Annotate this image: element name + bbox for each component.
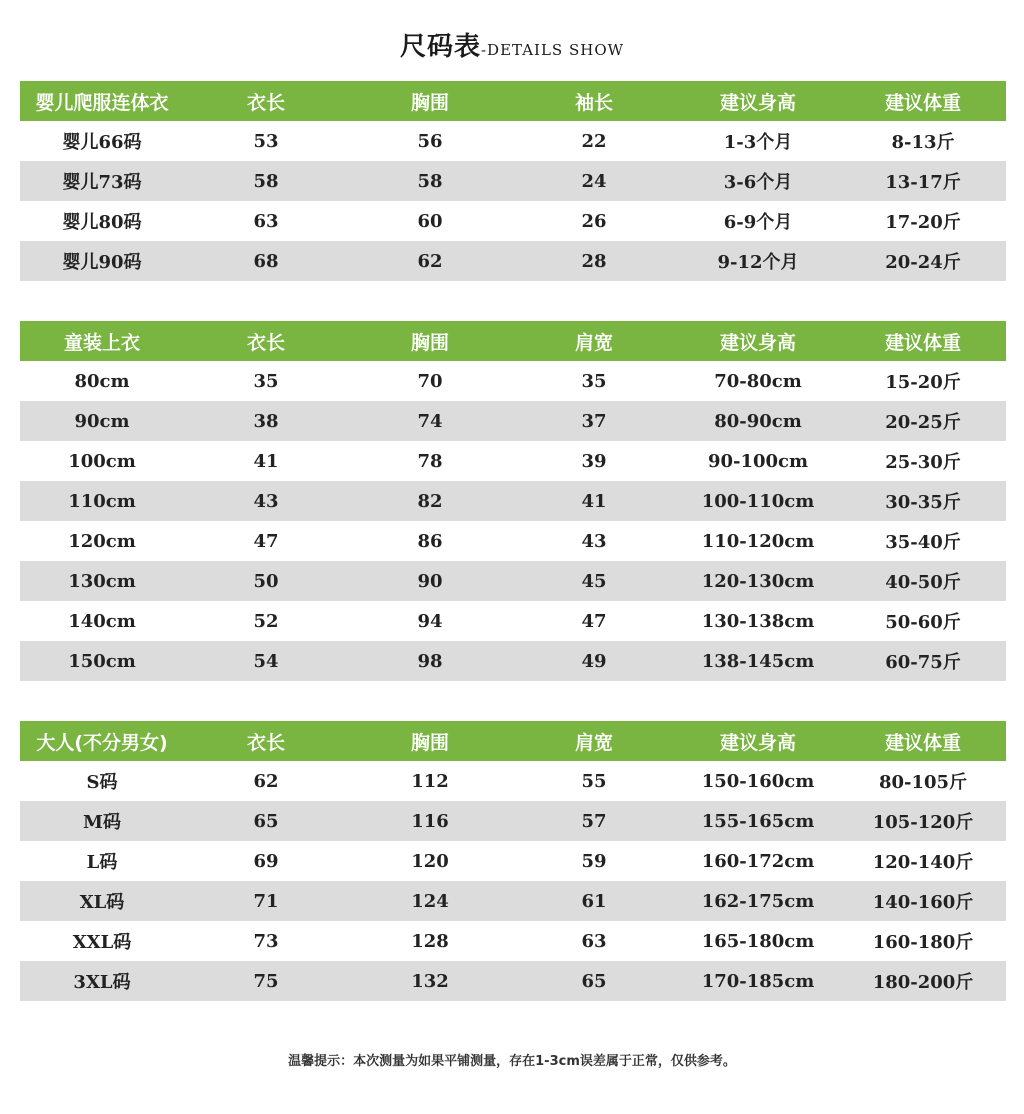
cell-weight: 25-30斤 xyxy=(840,441,1006,481)
cell-height: 150-160cm xyxy=(676,761,840,801)
cell-chest: 82 xyxy=(348,481,512,521)
cell-length: 50 xyxy=(184,561,348,601)
cell-chest: 124 xyxy=(348,881,512,921)
cell-sleeve-or-shoulder: 45 xyxy=(512,561,676,601)
table-row xyxy=(20,561,1006,601)
cell-height: 120-130cm xyxy=(676,561,840,601)
title-main: 尺码表 xyxy=(399,32,481,62)
table-row xyxy=(20,361,1006,401)
cell-chest: 98 xyxy=(348,641,512,681)
column-header-size: 童装上衣 xyxy=(20,321,184,361)
table-row xyxy=(20,761,1006,801)
column-header-length: 衣长 xyxy=(184,321,348,361)
column-header-sleeve-or-shoulder: 肩宽 xyxy=(512,321,676,361)
table-row xyxy=(20,961,1006,1001)
cell-length: 58 xyxy=(184,161,348,201)
column-header-chest: 胸围 xyxy=(348,81,512,121)
cell-size: 90cm xyxy=(20,401,184,441)
cell-sleeve-or-shoulder: 55 xyxy=(512,761,676,801)
column-header-size: 大人(不分男女) xyxy=(20,721,184,761)
cell-sleeve-or-shoulder: 59 xyxy=(512,841,676,881)
cell-sleeve-or-shoulder: 26 xyxy=(512,201,676,241)
cell-sleeve-or-shoulder: 43 xyxy=(512,521,676,561)
cell-size: 110cm xyxy=(20,481,184,521)
title-subtitle: -DETAILS SHOW xyxy=(480,41,625,59)
cell-chest: 78 xyxy=(348,441,512,481)
cell-height: 165-180cm xyxy=(676,921,840,961)
table-row xyxy=(20,881,1006,921)
cell-height: 110-120cm xyxy=(676,521,840,561)
cell-weight: 8-13斤 xyxy=(840,121,1006,161)
cell-weight: 20-25斤 xyxy=(840,401,1006,441)
cell-weight: 20-24斤 xyxy=(840,241,1006,281)
cell-length: 54 xyxy=(184,641,348,681)
cell-size: 婴儿90码 xyxy=(20,241,184,281)
cell-height: 162-175cm xyxy=(676,881,840,921)
table-header-row xyxy=(20,81,1006,121)
column-header-height: 建议身高 xyxy=(676,81,840,121)
cell-chest: 70 xyxy=(348,361,512,401)
baby-romper-size-table xyxy=(20,81,1006,281)
cell-sleeve-or-shoulder: 65 xyxy=(512,961,676,1001)
cell-weight: 17-20斤 xyxy=(840,201,1006,241)
cell-sleeve-or-shoulder: 24 xyxy=(512,161,676,201)
cell-chest: 74 xyxy=(348,401,512,441)
page-title xyxy=(0,26,1024,63)
table-row xyxy=(20,121,1006,161)
cell-length: 69 xyxy=(184,841,348,881)
cell-height: 130-138cm xyxy=(676,601,840,641)
cell-length: 53 xyxy=(184,121,348,161)
cell-height: 170-185cm xyxy=(676,961,840,1001)
column-header-height: 建议身高 xyxy=(676,721,840,761)
column-header-weight: 建议体重 xyxy=(840,321,1006,361)
cell-sleeve-or-shoulder: 37 xyxy=(512,401,676,441)
cell-weight: 35-40斤 xyxy=(840,521,1006,561)
cell-weight: 120-140斤 xyxy=(840,841,1006,881)
cell-length: 63 xyxy=(184,201,348,241)
cell-size: 3XL码 xyxy=(20,961,184,1001)
column-header-weight: 建议体重 xyxy=(840,721,1006,761)
cell-weight: 60-75斤 xyxy=(840,641,1006,681)
cell-sleeve-or-shoulder: 47 xyxy=(512,601,676,641)
cell-length: 71 xyxy=(184,881,348,921)
cell-size: 婴儿66码 xyxy=(20,121,184,161)
table-header-row xyxy=(20,721,1006,761)
cell-length: 75 xyxy=(184,961,348,1001)
table-row xyxy=(20,161,1006,201)
cell-size: 100cm xyxy=(20,441,184,481)
cell-chest: 58 xyxy=(348,161,512,201)
cell-sleeve-or-shoulder: 39 xyxy=(512,441,676,481)
cell-sleeve-or-shoulder: 35 xyxy=(512,361,676,401)
cell-height: 3-6个月 xyxy=(676,161,840,201)
cell-chest: 112 xyxy=(348,761,512,801)
cell-height: 70-80cm xyxy=(676,361,840,401)
cell-height: 138-145cm xyxy=(676,641,840,681)
table-row xyxy=(20,481,1006,521)
cell-chest: 62 xyxy=(348,241,512,281)
cell-size: 婴儿73码 xyxy=(20,161,184,201)
cell-sleeve-or-shoulder: 61 xyxy=(512,881,676,921)
column-header-weight: 建议体重 xyxy=(840,81,1006,121)
measurement-note: 温馨提示：本次测量为如果平铺测量，存在1-3cm误差属于正常，仅供参考。 xyxy=(288,1054,736,1069)
cell-weight: 15-20斤 xyxy=(840,361,1006,401)
cell-height: 80-90cm xyxy=(676,401,840,441)
table-row xyxy=(20,801,1006,841)
cell-weight: 160-180斤 xyxy=(840,921,1006,961)
cell-length: 65 xyxy=(184,801,348,841)
cell-length: 43 xyxy=(184,481,348,521)
cell-size: S码 xyxy=(20,761,184,801)
cell-height: 160-172cm xyxy=(676,841,840,881)
cell-size: 140cm xyxy=(20,601,184,641)
cell-chest: 116 xyxy=(348,801,512,841)
column-header-length: 衣长 xyxy=(184,721,348,761)
cell-height: 155-165cm xyxy=(676,801,840,841)
cell-chest: 120 xyxy=(348,841,512,881)
column-header-sleeve-or-shoulder: 肩宽 xyxy=(512,721,676,761)
cell-sleeve-or-shoulder: 63 xyxy=(512,921,676,961)
column-header-chest: 胸围 xyxy=(348,321,512,361)
cell-length: 38 xyxy=(184,401,348,441)
cell-size: 120cm xyxy=(20,521,184,561)
table-row xyxy=(20,521,1006,561)
cell-chest: 94 xyxy=(348,601,512,641)
cell-height: 100-110cm xyxy=(676,481,840,521)
table-row xyxy=(20,641,1006,681)
cell-chest: 90 xyxy=(348,561,512,601)
cell-sleeve-or-shoulder: 41 xyxy=(512,481,676,521)
table-header-row xyxy=(20,321,1006,361)
adult-unisex-size-table xyxy=(20,721,1006,1001)
table-row xyxy=(20,601,1006,641)
cell-length: 73 xyxy=(184,921,348,961)
cell-weight: 140-160斤 xyxy=(840,881,1006,921)
cell-length: 52 xyxy=(184,601,348,641)
column-header-chest: 胸围 xyxy=(348,721,512,761)
cell-height: 9-12个月 xyxy=(676,241,840,281)
cell-sleeve-or-shoulder: 49 xyxy=(512,641,676,681)
column-header-height: 建议身高 xyxy=(676,321,840,361)
cell-height: 1-3个月 xyxy=(676,121,840,161)
cell-size: 80cm xyxy=(20,361,184,401)
table-row xyxy=(20,401,1006,441)
cell-weight: 40-50斤 xyxy=(840,561,1006,601)
cell-size: XL码 xyxy=(20,881,184,921)
column-header-size: 婴儿爬服连体衣 xyxy=(20,81,184,121)
cell-length: 35 xyxy=(184,361,348,401)
cell-sleeve-or-shoulder: 22 xyxy=(512,121,676,161)
cell-sleeve-or-shoulder: 28 xyxy=(512,241,676,281)
column-header-sleeve-or-shoulder: 袖长 xyxy=(512,81,676,121)
cell-chest: 128 xyxy=(348,921,512,961)
table-row xyxy=(20,241,1006,281)
cell-sleeve-or-shoulder: 57 xyxy=(512,801,676,841)
cell-size: 130cm xyxy=(20,561,184,601)
cell-chest: 132 xyxy=(348,961,512,1001)
table-row xyxy=(20,441,1006,481)
cell-size: 150cm xyxy=(20,641,184,681)
kids-top-size-table xyxy=(20,321,1006,681)
cell-height: 90-100cm xyxy=(676,441,840,481)
table-row xyxy=(20,841,1006,881)
cell-length: 47 xyxy=(184,521,348,561)
cell-weight: 50-60斤 xyxy=(840,601,1006,641)
cell-weight: 180-200斤 xyxy=(840,961,1006,1001)
cell-weight: 13-17斤 xyxy=(840,161,1006,201)
table-row xyxy=(20,201,1006,241)
table-row xyxy=(20,921,1006,961)
cell-size: M码 xyxy=(20,801,184,841)
cell-size: L码 xyxy=(20,841,184,881)
cell-size: 婴儿80码 xyxy=(20,201,184,241)
cell-height: 6-9个月 xyxy=(676,201,840,241)
cell-chest: 56 xyxy=(348,121,512,161)
cell-size: XXL码 xyxy=(20,921,184,961)
cell-chest: 86 xyxy=(348,521,512,561)
cell-weight: 30-35斤 xyxy=(840,481,1006,521)
cell-weight: 105-120斤 xyxy=(840,801,1006,841)
cell-chest: 60 xyxy=(348,201,512,241)
column-header-length: 衣长 xyxy=(184,81,348,121)
cell-length: 62 xyxy=(184,761,348,801)
cell-length: 41 xyxy=(184,441,348,481)
cell-weight: 80-105斤 xyxy=(840,761,1006,801)
cell-length: 68 xyxy=(184,241,348,281)
